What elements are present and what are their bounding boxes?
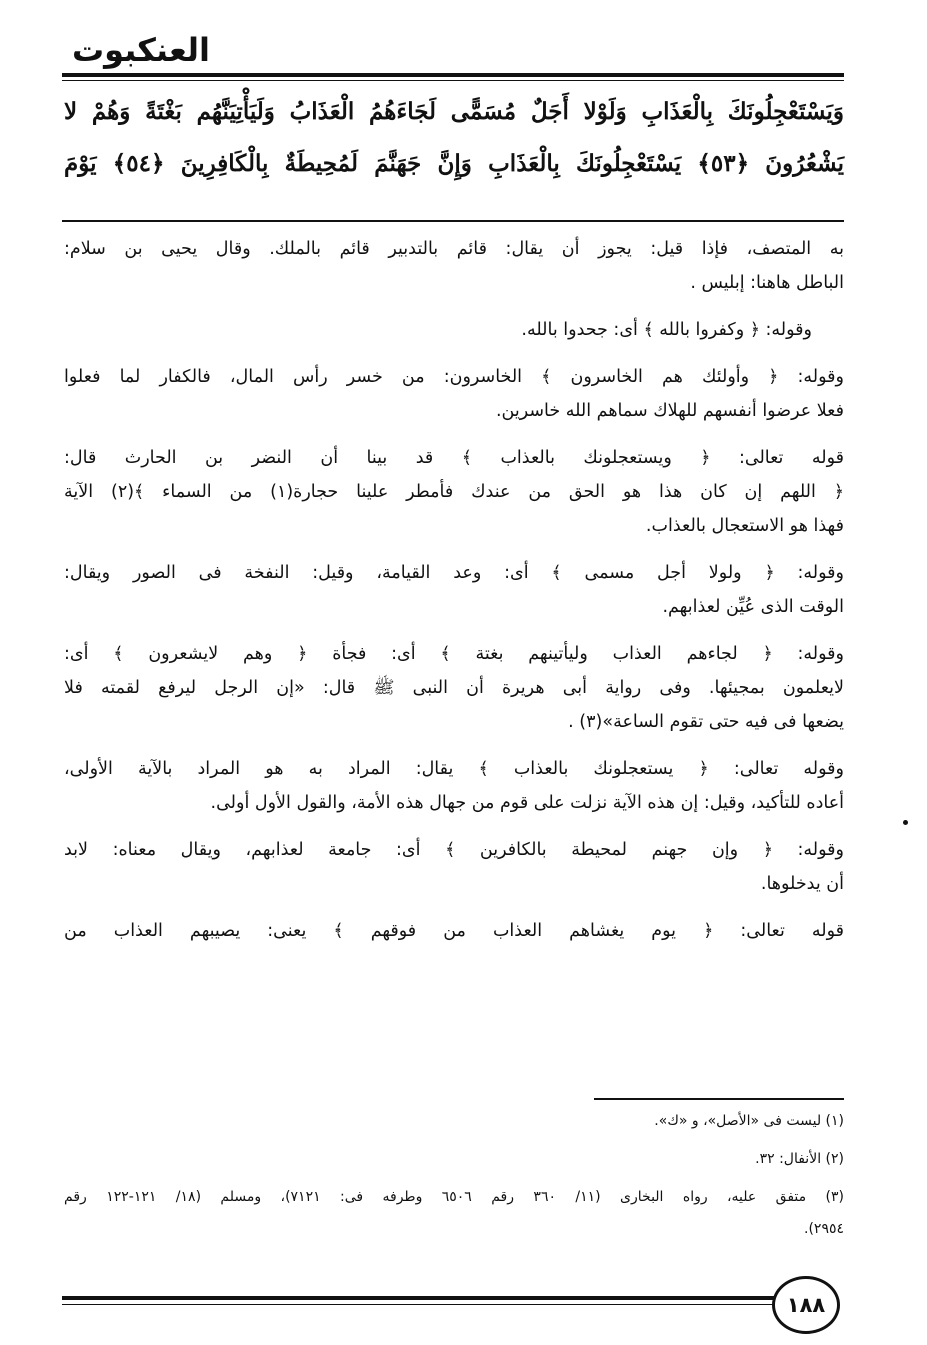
- paragraph: [64, 833, 844, 901]
- running-header-title: العنكبوت: [72, 31, 210, 69]
- paragraph: [64, 637, 844, 739]
- footnote-separator-rule: [594, 1098, 844, 1100]
- quran-verse-block: [64, 86, 844, 190]
- paragraph: [64, 556, 844, 624]
- footnote: (١) ليست فى «الأصل»، و «ك».: [654, 1113, 844, 1129]
- text-line: لايعلمون بمجيئها. وفى رواية أبى هريرة أن النبى ﷺ قال: «إن الرجل ليرفع لقمته فلا: [64, 678, 844, 698]
- footer-rule-thick: [62, 1296, 782, 1300]
- text-line: ﴿ اللهم إن كان هذا هو الحق من عندك فأمطر علينا حجارة(١) من السماء ﴾(٢) الآية: [64, 482, 844, 502]
- paragraph: [64, 360, 844, 428]
- text-line: وقوله: ﴿ وكفروا بالله ﴾ أى: جحدوا بالله.: [521, 320, 812, 340]
- verse-line: وَيَسْتَعْجِلُونَكَ بِالْعَذَابِ وَلَوْلا أَجَلٌ مُسَمًّى لَجَاءَهُمُ الْعَذَابُ وَلَيَأْتِيَنَّهُم بَغْتَةً وَهُمْ لا: [64, 98, 844, 125]
- text-line: وقوله: ﴿ وأولئك هم الخاسرون ﴾ الخاسرون: من خسر رأس المال، فالكفار لما فعلوا: [64, 367, 844, 387]
- text-line: أن يدخلوها.: [760, 874, 844, 894]
- paragraph: [64, 752, 844, 820]
- text-line: به المتصف، فإذا قيل: يجوز أن يقال: قائم بالتدبير قائم بالملك. وقال يحيى بن سلام:: [64, 239, 844, 259]
- text-line: وقوله: ﴿ وإن جهنم لمحيطة بالكافرين ﴾ أى: جامعة لعذابهم، ويقال معناه: لابد: [64, 840, 844, 860]
- paragraph: [64, 914, 844, 948]
- header-rule-thin: [62, 80, 844, 81]
- text-line: الوقت الذى عُيِّن لعذابهم.: [662, 597, 844, 617]
- text-line: يضعها فى فيه حتى تقوم الساعة»(٣) .: [568, 712, 844, 732]
- verse-line: يَشْعُرُونَ ﴿٥٣﴾ يَسْتَعْجِلُونَكَ بِالْعَذَابِ وَإِنَّ جَهَنَّمَ لَمُحِيطَةٌ بِالْكَافِرِينَ ﴿٥٤﴾ يَوْمَ: [64, 150, 844, 177]
- text-line: فهذا هو الاستعجال بالعذاب.: [645, 516, 844, 536]
- margin-dot-mark: [903, 820, 908, 825]
- page-number-badge: ١٨٨: [772, 1276, 840, 1334]
- footnote: (٢) الأنفال: ٣٢.: [755, 1151, 844, 1167]
- commentary-body: [64, 232, 844, 961]
- text-line: قوله تعالى: ﴿ يوم يغشاهم العذاب من فوقهم ﴾ يعنى: يصيبهم العذاب من: [64, 921, 844, 941]
- text-line: فعلا عرضوا أنفسهم للهلاك سماهم الله خاسرين.: [495, 401, 844, 421]
- text-line: أعاده للتأكيد، وقيل: إن هذه الآية نزلت على قوم من جهال هذه الأمة، والقول الأول أولى.: [210, 793, 844, 813]
- verse-separator-rule: [62, 220, 844, 222]
- paragraph: [64, 232, 844, 300]
- footer-rule-thin: [62, 1304, 782, 1305]
- text-line: وقوله: ﴿ لجاءهم العذاب وليأتينهم بغتة ﴾ أى: فجأة ﴿ وهم لايشعرون ﴾ أى:: [64, 644, 844, 664]
- footnotes: [64, 1106, 844, 1252]
- text-line: قوله تعالى: ﴿ ويستعجلونك بالعذاب ﴾ قد بينا أن النضر بن الحارث قال:: [64, 448, 844, 468]
- footnote: ٢٩٥٤).: [804, 1221, 844, 1237]
- text-line: الباطل هاهنا: إبليس .: [690, 273, 844, 293]
- footnote: (٣) متفق عليه، رواه البخارى (١١/ ٣٦٠ رقم ٦٥٠٦ وطرفه فى: ٧١٢١)، ومسلم (١٨/ ١٢١-١٢٢ رقم: [64, 1189, 845, 1205]
- text-line: وقوله تعالى: ﴿ يستعجلونك بالعذاب ﴾ يقال: المراد به هو المراد بالآية الأولى،: [64, 759, 844, 779]
- text-line: وقوله: ﴿ ولولا أجل مسمى ﴾ أى: وعد القيامة، وقيل: النفخة فى الصور ويقال:: [64, 563, 844, 583]
- header-rule-thick: [62, 73, 844, 77]
- paragraph: [64, 441, 844, 543]
- paragraph: [64, 313, 844, 347]
